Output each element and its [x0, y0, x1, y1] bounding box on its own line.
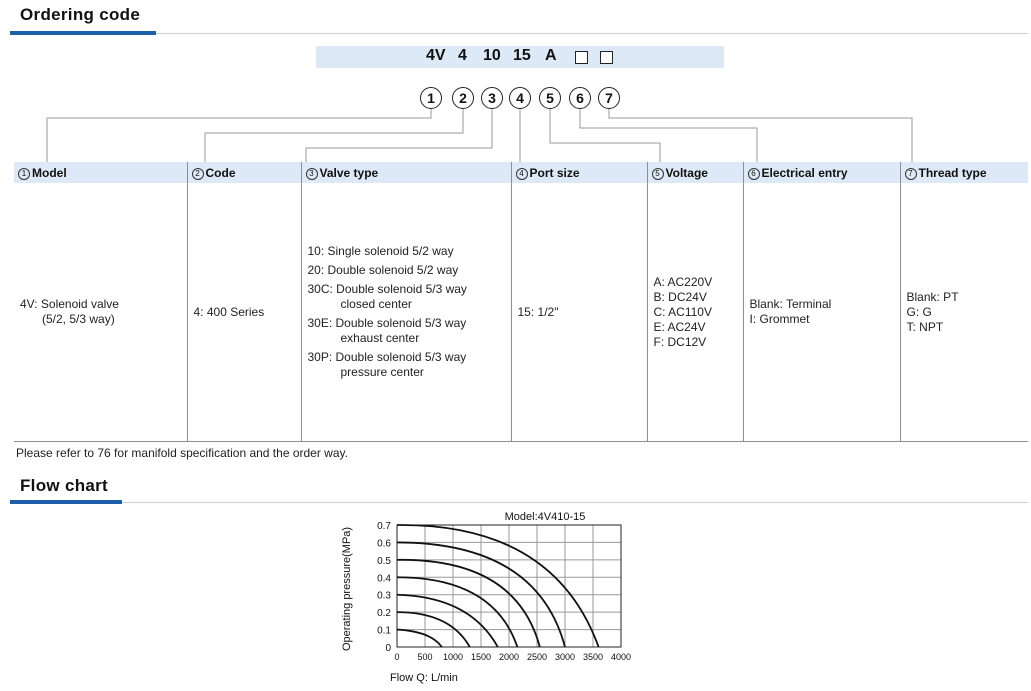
valve-type-10: 10: Single solenoid 5/2 way	[307, 244, 454, 258]
flow-chart-plot	[335, 505, 635, 687]
flow-chart-divider	[10, 502, 1028, 503]
x-tick-label: 3500	[582, 652, 604, 662]
header-code: 2 Code	[187, 162, 301, 183]
code-segment-voltage: A	[545, 47, 557, 64]
leader-line-7	[609, 108, 912, 162]
thread-type-option: T: NPT	[906, 319, 944, 334]
electrical-entry-option: Blank: Terminal	[749, 297, 832, 311]
x-tick-label: 500	[417, 652, 433, 662]
manifold-note: Please refer to 76 for manifold specification and the order way.	[16, 446, 348, 460]
header-electrical-entry: 6 Electrical entry	[743, 162, 900, 183]
y-tick-label: 0.4	[377, 573, 391, 585]
table-row	[14, 183, 1028, 442]
y-tick-label: 0.1	[377, 625, 391, 637]
leader-lines	[0, 0, 1031, 170]
position-circle-5: 5	[539, 87, 561, 109]
y-axis-label: Operating pressure(MPa)	[341, 526, 353, 652]
x-tick-label: 1500	[470, 652, 492, 662]
position-circle-7: 7	[598, 87, 620, 109]
voltage-option: A: AC220V	[653, 274, 713, 289]
valve-type-20: 20: Double solenoid 5/2 way	[307, 263, 459, 277]
header-model: 1 Model	[14, 162, 187, 183]
flow-chart-title: Flow chart	[20, 476, 109, 495]
cell-model: 4V: Solenoid valve (5/2, 5/3 way)	[14, 183, 187, 442]
voltage-option: B: DC24V	[653, 289, 707, 304]
x-tick-label: 2500	[526, 652, 548, 662]
flow-curve-0-5	[397, 560, 540, 647]
code-segment-code: 4	[458, 47, 467, 64]
position-circle-2: 2	[452, 87, 474, 109]
y-tick-label: 0.7	[377, 521, 391, 532]
ordering-code-table	[14, 162, 1028, 442]
cell-thread-type	[900, 183, 1028, 442]
chart-title: Model:4V410-15	[504, 511, 586, 523]
leader-line-1	[47, 108, 431, 162]
y-tick-label: 0.5	[377, 555, 391, 567]
leader-line-3	[306, 108, 492, 162]
valve-type-30p: 30P: Double solenoid 5/3 way pressure center	[307, 350, 467, 379]
position-circle-4: 4	[509, 87, 531, 109]
position-circle-6: 6	[569, 87, 591, 109]
header-valve-type: 3 Valve type	[301, 162, 511, 183]
leader-line-6	[580, 108, 757, 162]
cell-port-size: 15: 1/2"	[511, 183, 647, 442]
cell-valve-type	[301, 183, 511, 442]
header-port-size: 4 Port size	[511, 162, 647, 183]
electrical-entry-option: I: Grommet	[749, 312, 810, 326]
position-circle-3: 3	[481, 87, 503, 109]
y-tick-label: 0.2	[377, 608, 391, 620]
table-header-row	[14, 162, 1028, 183]
voltage-option: C: AC110V	[653, 304, 712, 319]
x-tick-label: 3000	[554, 652, 576, 662]
flow-curve-0-1	[397, 630, 442, 647]
voltage-option: F: DC12V	[653, 334, 707, 349]
header-voltage: 5 Voltage	[647, 162, 743, 183]
x-tick-label: 0	[394, 652, 400, 662]
x-axis-label: Flow Q: L/min	[390, 672, 458, 684]
flow-curve-0-3	[397, 595, 498, 647]
x-tick-label: 2000	[498, 652, 520, 662]
cell-voltage	[647, 183, 743, 442]
code-segment-valve-type: 10	[483, 47, 501, 64]
ordering-code-title: Ordering code	[20, 5, 141, 24]
cell-code: 4: 400 Series	[187, 183, 301, 442]
x-tick-label: 1000	[442, 652, 464, 662]
y-tick-label: 0.3	[377, 590, 391, 602]
y-tick-label: 0	[385, 643, 391, 654]
x-tick-label: 4000	[610, 652, 632, 662]
voltage-option: E: AC24V	[653, 319, 706, 334]
code-segment-port-size: 15	[513, 47, 531, 64]
thread-type-option: Blank: PT	[906, 289, 959, 304]
y-tick-label: 0.6	[377, 538, 391, 550]
header-thread-type: 7 Thread type	[900, 162, 1028, 183]
code-segment-model: 4V	[426, 47, 446, 64]
flow-chart-accent-bar	[10, 500, 122, 504]
leader-line-2	[205, 108, 463, 162]
leader-line-5	[550, 108, 660, 162]
valve-type-30c: 30C: Double solenoid 5/3 way closed center	[307, 282, 467, 311]
valve-type-30e: 30E: Double solenoid 5/3 way exhaust center	[307, 316, 467, 345]
cell-electrical-entry	[743, 183, 900, 442]
thread-type-option: G: G	[906, 304, 932, 319]
position-circle-1: 1	[420, 87, 442, 109]
